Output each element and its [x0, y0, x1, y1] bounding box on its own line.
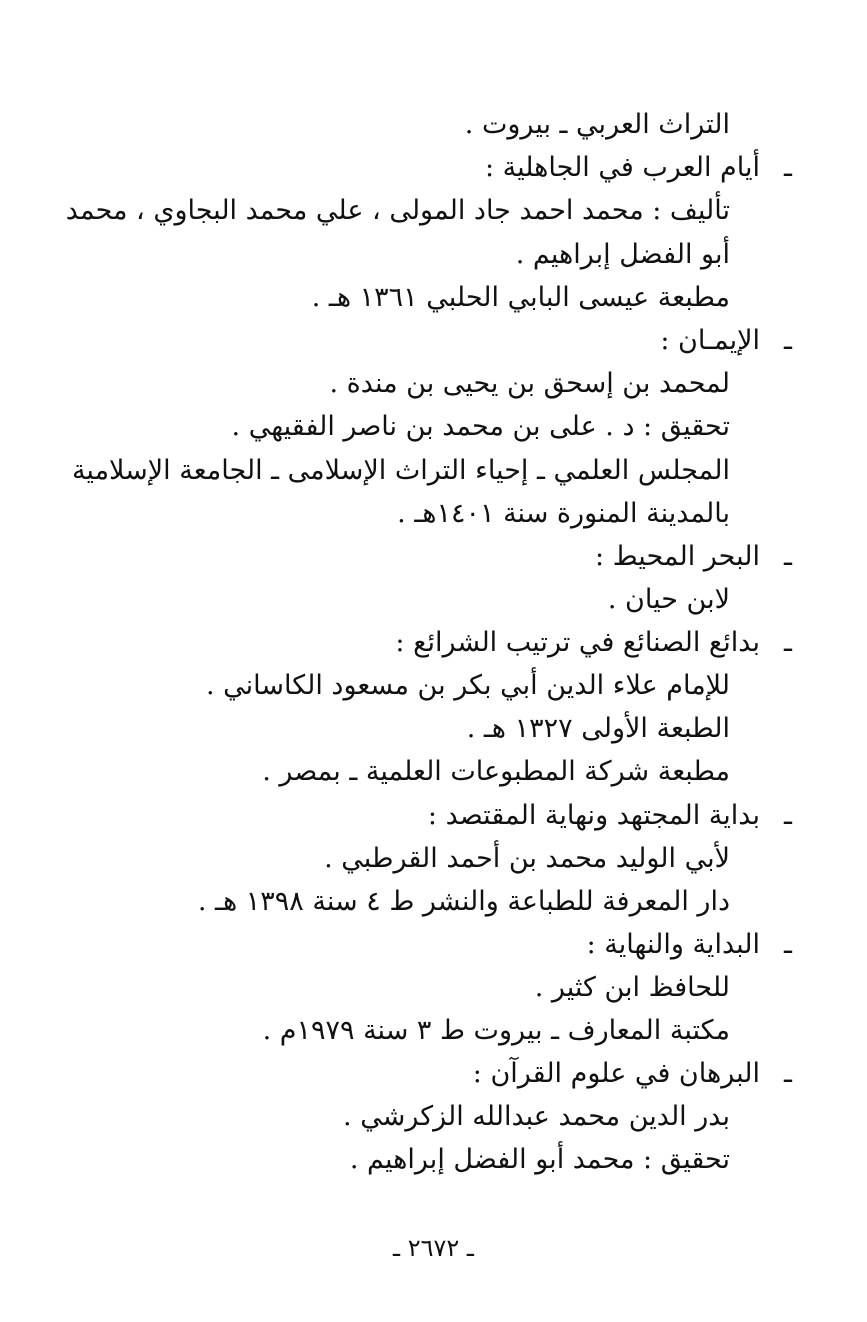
entry-line	[198, 881, 867, 923]
entry-heading: البحر المحيط :	[594, 541, 760, 572]
entry-line	[535, 967, 867, 1009]
entry-text: تحقيق : د . على بن محمد بن ناصر الفقيهي .	[231, 411, 730, 442]
entry-dash: ـ	[784, 541, 792, 572]
entry-text: لابن حيان .	[607, 584, 730, 615]
entry-line	[329, 363, 867, 405]
entry-line	[206, 665, 867, 707]
entry-line	[350, 1139, 867, 1181]
entry-heading-line	[595, 536, 867, 578]
page-number: ـ ٢٦٧٢ ـ	[393, 1234, 474, 1262]
entry-text: دار المعرفة للطباعة والنشر ط ٤ سنة ١٣٩٨ هـ .	[197, 886, 730, 917]
entry-text: أبو الفضل إبراهيم .	[515, 239, 730, 270]
entry-text: لمحمد بن إسحق بن يحيى بن مندة .	[329, 368, 730, 399]
entry-text: تحقيق : محمد أبو الفضل إبراهيم .	[349, 1144, 730, 1175]
entry-text: للإمام علاء الدين أبي بكر بن مسعود الكاساني .	[205, 670, 730, 701]
entry-text: بالمدينة المنورة سنة ١٤٠١هـ .	[397, 498, 730, 529]
entry-heading-line	[485, 147, 867, 189]
entry-line	[66, 190, 867, 232]
entry-text: للحافظ ابن كثير .	[534, 972, 730, 1003]
entry-dash: ـ	[784, 929, 792, 960]
entry-text: لأبي الوليد محمد بن أحمد القرطبي .	[324, 843, 730, 874]
entry-text: التراث العربي ـ بيروت .	[464, 109, 730, 140]
entry-heading: البرهان في علوم القرآن :	[472, 1058, 760, 1089]
entry-text: مطبعة شركة المطبوعات العلمية ـ بمصر .	[262, 756, 730, 787]
entry-line	[608, 579, 867, 621]
entry-line	[262, 751, 867, 793]
entry-heading-line	[587, 924, 867, 966]
entry-line	[232, 406, 867, 448]
entry-text: المجلس العلمي ـ إحياء التراث الإسلامى ـ الجامعة الإسلامية	[71, 455, 730, 486]
entry-text: الطبعة الأولى ١٣٢٧ هـ .	[466, 713, 730, 744]
entry-heading-line	[473, 1053, 867, 1095]
entry-text: تأليف : محمد احمد جاد المولى ، علي محمد البجاوي ، محمد	[65, 195, 730, 226]
entry-heading-line	[395, 622, 867, 664]
entry-dash: ـ	[784, 1058, 792, 1089]
entry-dash: ـ	[784, 325, 792, 356]
entry-heading: البداية والنهاية :	[586, 929, 760, 960]
entry-line	[72, 450, 867, 492]
entry-text: مكتبة المعارف ـ بيروت ط ٣ سنة ١٩٧٩م .	[262, 1015, 730, 1046]
entry-heading: بداية المجتهد ونهاية المقتصد :	[427, 800, 760, 831]
entry-dash: ـ	[784, 800, 792, 831]
entry-heading: أيام العرب في الجاهلية :	[484, 152, 760, 183]
entry-dash: ـ	[784, 627, 792, 658]
entry-heading-line	[660, 320, 867, 362]
entry-line	[343, 1096, 867, 1138]
entry-dash: ـ	[784, 152, 792, 183]
entry-line	[263, 1010, 867, 1052]
entry-text: مطبعة عيسى البابي الحلبي ١٣٦١ هـ .	[311, 282, 730, 313]
entry-heading: الإيمـان :	[660, 325, 760, 356]
entry-line	[397, 493, 867, 535]
entry-line	[465, 104, 867, 146]
entry-line	[324, 838, 867, 880]
entry-heading-line	[428, 795, 867, 837]
entry-line	[516, 234, 867, 276]
entry-text: بدر الدين محمد عبدالله الزكرشي .	[343, 1101, 730, 1132]
entry-line	[312, 277, 867, 319]
entry-line	[467, 708, 867, 750]
entry-heading: بدائع الصنائع في ترتيب الشرائع :	[395, 627, 760, 658]
